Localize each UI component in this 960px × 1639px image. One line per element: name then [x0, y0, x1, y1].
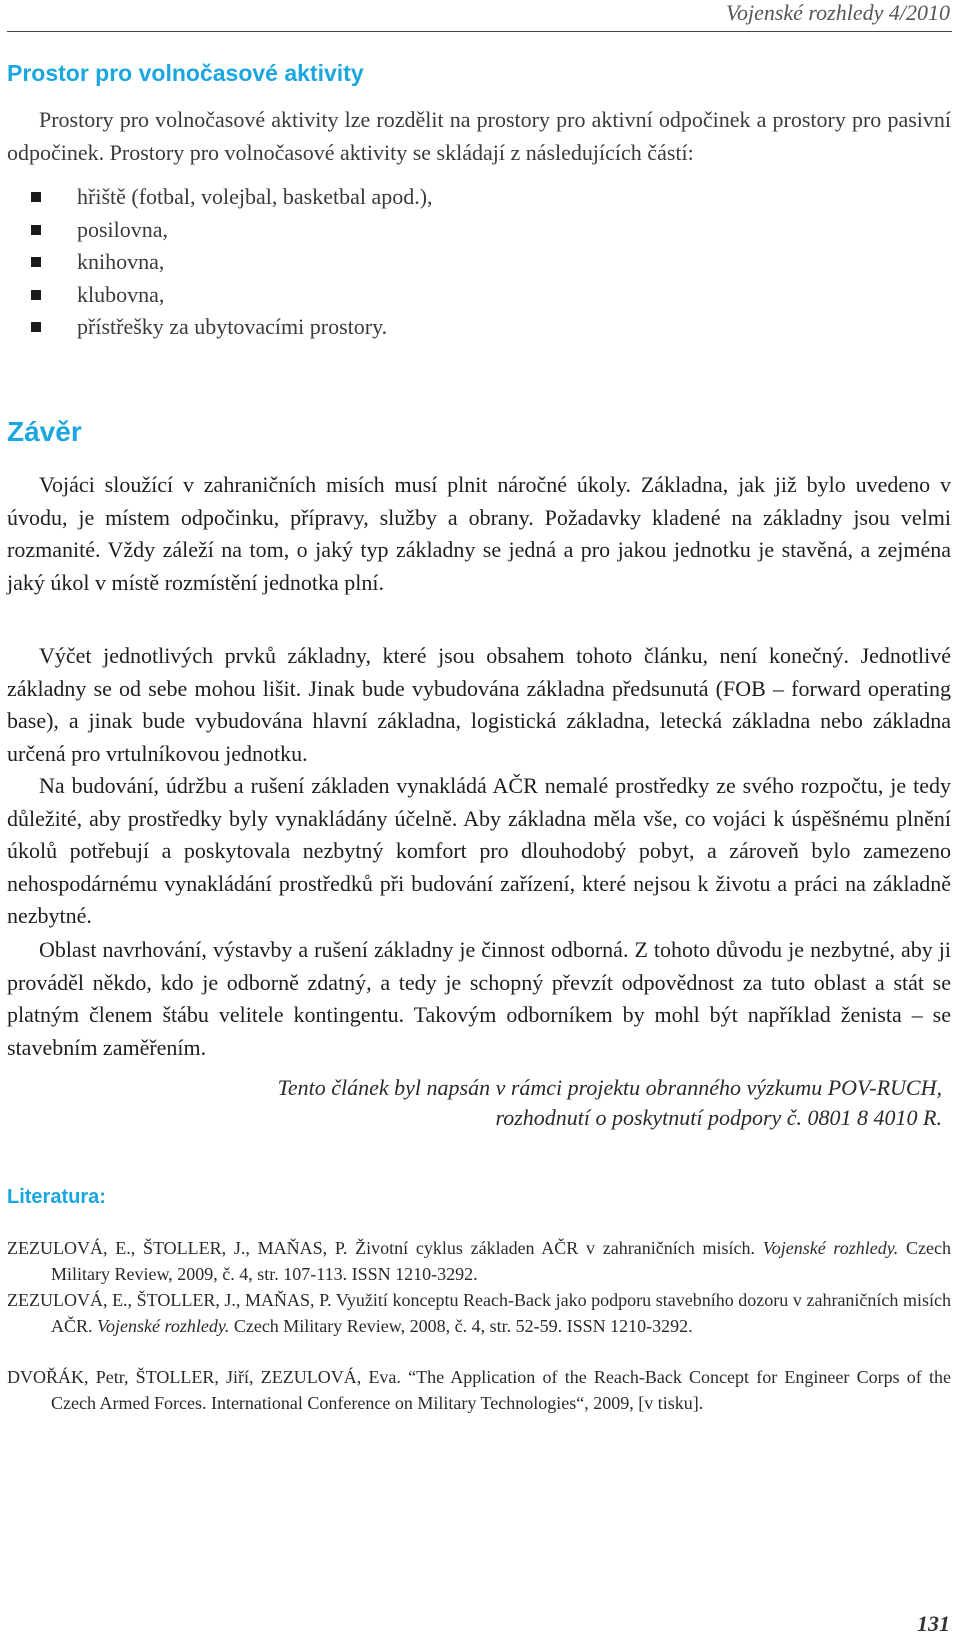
project-credit-line-2: rozhodnutí o poskytnutí podpory č. 0801 8 4010 R.	[495, 1105, 942, 1130]
references-heading: Literatura:	[7, 1186, 106, 1208]
list-item	[31, 279, 433, 312]
reference-journal: Vojenské rozhledy.	[762, 1238, 899, 1258]
reference-item-3	[7, 1365, 951, 1416]
page-number: 131	[917, 1611, 950, 1636]
reference-item-2	[7, 1288, 951, 1339]
list-item-text: přístřešky za ubytovacími prostory.	[77, 314, 388, 339]
section-heading-leisure: Prostor pro volnočasové aktivity	[7, 60, 364, 86]
reference-text: ZEZULOVÁ, E., ŠTOLLER, J., MAŇAS, P. Využití konceptu Reach-Back jako podporu stavebního dozoru v zahraničních misích AČR.	[7, 1290, 951, 1336]
bullet-square-icon	[31, 257, 41, 267]
bullet-square-icon	[31, 290, 41, 300]
list-item	[31, 246, 433, 279]
reference-text: Czech Military Review, 2009, č. 4, str. 107-113. ISSN 1210-3292.	[51, 1238, 951, 1284]
list-item-text: knihovna,	[77, 249, 165, 274]
list-item	[31, 214, 433, 247]
leisure-intro-paragraph: Prostory pro volnočasové aktivity lze rozdělit na prostory pro aktivní odpočinek a prostory pro pasivní odpočinek. Prostory pro volnočasové aktivity se skládají z následujících částí:	[7, 107, 951, 165]
reference-item-1	[7, 1236, 951, 1287]
project-credit	[278, 1073, 942, 1133]
list-item-text: klubovna,	[77, 281, 165, 307]
list-item-text: posilovna,	[77, 216, 169, 242]
conclusion-paragraph-2: Výčet jednotlivých prvků základny, které jsou obsahem tohoto článku, není konečný. Jednotlivé základny se od sebe mohou lišit. Jinak bude vybudována základna předsunutá (FOB – forward operating base), a jinak bude vybudována hlavní základna, logistická základna, letecká základna nebo základna určená pro vrtulníkovou jednotku.	[7, 643, 951, 766]
reference-journal: Vojenské rozhledy.	[97, 1315, 230, 1336]
reference-text: DVOŘÁK, Petr, ŠTOLLER, Jiří, ZEZULOVÁ, Eva. “The Application of the Reach-Back Concept for Engineer Corps of the Czech Armed Forces. International Conference on Military Technologies“, 2009, [v tisku].	[7, 1367, 951, 1413]
leisure-bullet-list	[31, 181, 433, 344]
list-item-text: hřiště (fotbal, volejbal, basketbal apod.),	[77, 184, 433, 209]
conclusion-paragraph-1: Vojáci sloužící v zahraničních misích musí plnit náročné úkoly. Základna, jak již bylo uvedeno v úvodu, je místem odpočinku, přípravy, služby a obrany. Požadavky kladené na základny jsou velmi rozmanité. Vždy záleží na tom, o jaký typ základny se jedná a pro jakou jednotku je stavěná, a zejména jaký úkol v místě rozmístění jednotka plní.	[7, 472, 951, 595]
project-credit-line-1: Tento článek byl napsán v rámci projektu obranného výzkumu POV-RUCH,	[277, 1075, 942, 1100]
reference-text: Czech Military Review, 2008, č. 4, str. 52-59. ISSN 1210-3292.	[229, 1315, 693, 1336]
bullet-square-icon	[31, 192, 41, 202]
conclusion-paragraph-3: Na budování, údržbu a rušení základen vynakládá AČR nemalé prostředky ze svého rozpočtu, je tedy důležité, aby prostředky byly vynakládány účelně. Aby základna měla vše, co vojáci k úspěšnému plnění úkolů potřebují a poskytovala nezbytný komfort pro dlouhodobý pobyt, a zároveň bylo zamezeno nehospodárnému vynakládání prostředků při budování zařízení, které nejsou k životu a práci na základně nezbytné.	[7, 773, 951, 928]
journal-header: Vojenské rozhledy 4/2010	[725, 0, 950, 25]
bullet-square-icon	[31, 225, 41, 235]
section-heading-conclusion: Závěr	[7, 416, 82, 447]
list-item	[31, 181, 433, 214]
header-rule	[7, 31, 952, 32]
bullet-square-icon	[31, 322, 41, 332]
conclusion-paragraph-4: Oblast navrhování, výstavby a rušení základny je činnost odborná. Z tohoto důvodu je nezbytné, aby ji prováděl někdo, kdo je odborně zdatný, a tedy je schopný převzít odpovědnost za tuto oblast a stát se platným členem štábu velitele kontingentu. Takovým odborníkem by mohl být například ženista – se stavebním zaměřením.	[7, 937, 951, 1060]
list-item	[31, 311, 433, 344]
reference-text: ZEZULOVÁ, E., ŠTOLLER, J., MAŇAS, P. Životní cyklus základen AČR v zahraničních misích.	[7, 1238, 763, 1258]
